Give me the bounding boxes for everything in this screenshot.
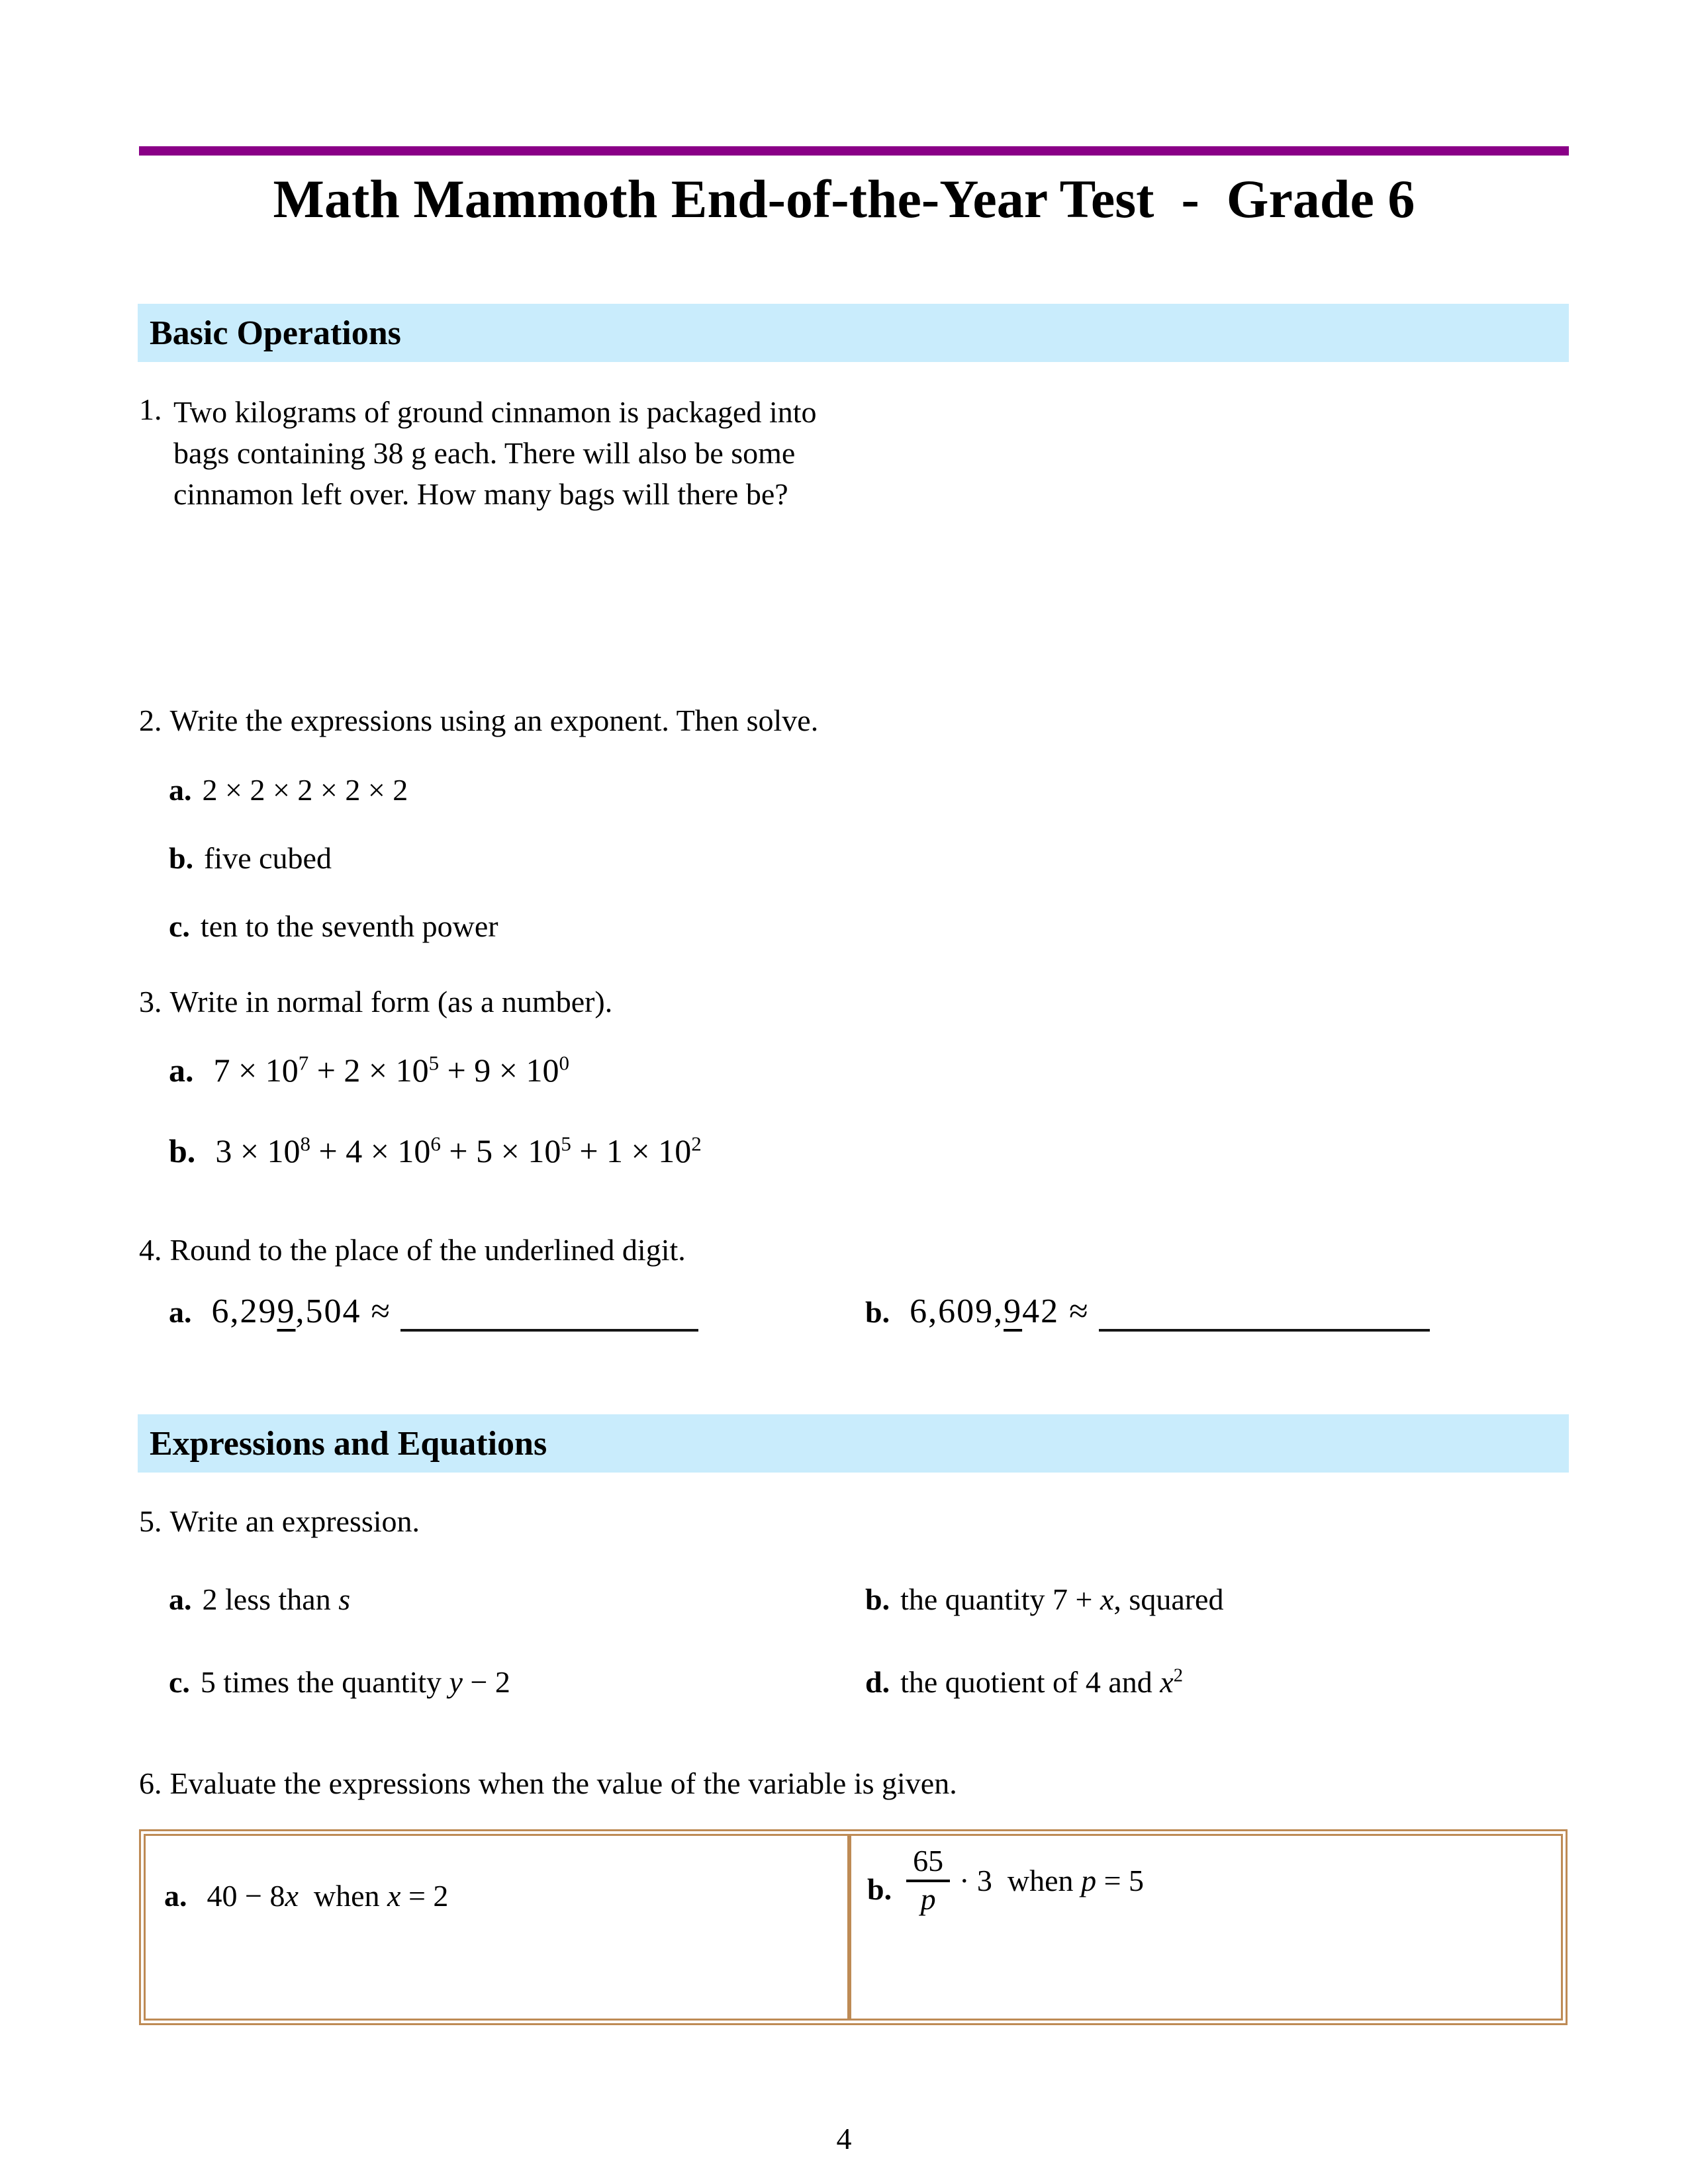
question-1-line-3: cinnamon left over. How many bags will there be?	[173, 477, 788, 511]
item-label: a.	[169, 1582, 192, 1616]
item-label: a.	[169, 1052, 194, 1089]
question-5d	[865, 1664, 1183, 1700]
question-5b-text: the quantity 7 + x, squared	[900, 1582, 1224, 1616]
section-label: Basic Operations	[150, 314, 401, 352]
fraction	[906, 1845, 950, 1916]
question-4a-number: 6,299,504 ≈	[211, 1293, 392, 1330]
question-5a	[169, 1582, 865, 1617]
question-5b	[865, 1582, 1223, 1617]
question-5c	[169, 1664, 865, 1700]
question-6a-box	[146, 1836, 851, 2019]
question-1-line-1: Two kilograms of ground cinnamon is packaged into	[173, 395, 817, 429]
question-number: 1.	[139, 392, 162, 426]
question-2b	[169, 841, 332, 876]
question-6b-box	[851, 1836, 1561, 2019]
item-label: b.	[865, 1295, 890, 1329]
question-2-prompt	[139, 703, 818, 738]
page-number: 4	[836, 2122, 852, 2156]
question-5d-text: the quotient of 4 and $x^2$	[900, 1665, 1183, 1699]
top-rule	[139, 146, 1569, 156]
question-2c-text: ten to the seventh power	[200, 909, 498, 943]
item-label: c.	[169, 909, 190, 943]
fraction-denominator: p	[920, 1882, 936, 1917]
question-3b-expression: $3 \times 10^8 + 4 \times 10^6 + 5 \times 10^5 + 1 \times 10^2$	[215, 1132, 702, 1169]
question-3-prompt	[139, 984, 612, 1019]
question-6a-expression: 40 − 8x when x = 2	[207, 1879, 449, 1913]
question-number: 2.	[139, 704, 162, 737]
question-5-text: Write an expression.	[169, 1504, 420, 1538]
question-3a	[169, 1051, 569, 1089]
question-4b-number: 6,609,942 ≈	[910, 1293, 1090, 1330]
question-6-answer-boxes	[139, 1829, 1568, 2025]
page-title: Math Mammoth End-of-the-Year Test - Grade 6	[273, 169, 1415, 229]
item-label: c.	[169, 1665, 190, 1699]
section-label: Expressions and Equations	[150, 1424, 547, 1463]
question-6b-expression: · 3 when p = 5	[959, 1863, 1145, 1897]
answer-blank	[1099, 1301, 1430, 1331]
question-5-row-2	[169, 1664, 1566, 1700]
question-1-line-2: bags containing 38 g each. There will also be some	[173, 436, 796, 470]
question-2a	[169, 772, 408, 807]
question-5-prompt	[139, 1504, 420, 1539]
question-5a-text: 2 less than s	[202, 1582, 351, 1616]
question-6-text: Evaluate the expressions when the value of the variable is given.	[169, 1766, 957, 1800]
item-label: b.	[867, 1872, 892, 1906]
fraction-numerator: 65	[906, 1845, 950, 1882]
item-label: a.	[169, 773, 192, 807]
question-number: 4.	[139, 1233, 162, 1267]
question-4-answers	[169, 1292, 1566, 1332]
question-4a	[169, 1292, 865, 1332]
question-1	[139, 392, 1132, 515]
item-label: b.	[169, 841, 194, 875]
question-2-text: Write the expressions using an exponent. Then solve.	[169, 704, 819, 737]
question-6-prompt	[139, 1766, 957, 1801]
question-2a-text: 2 × 2 × 2 × 2 × 2	[202, 773, 408, 807]
question-4-text: Round to the place of the underlined digit.	[169, 1233, 686, 1267]
section-header-basic-operations	[138, 304, 1569, 362]
question-3b	[169, 1132, 702, 1170]
question-number: 3.	[139, 985, 162, 1019]
question-3a-expression: $7 \times 10^7 + 2 \times 10^5 + 9 \times 10^0$	[213, 1051, 570, 1089]
item-label: b.	[169, 1132, 196, 1169]
item-label: b.	[865, 1582, 890, 1616]
item-label: a.	[169, 1295, 192, 1329]
item-label: d.	[865, 1665, 890, 1699]
question-number: 6.	[139, 1766, 162, 1800]
answer-blank	[400, 1301, 698, 1331]
question-5-row-1	[169, 1582, 1566, 1617]
question-3-text: Write in normal form (as a number).	[169, 985, 613, 1019]
question-4-prompt	[139, 1232, 686, 1267]
question-5c-text: 5 times the quantity y − 2	[200, 1665, 510, 1699]
question-4b	[865, 1292, 1430, 1332]
question-number: 5.	[139, 1504, 162, 1538]
section-header-expressions-and-equations	[138, 1414, 1569, 1473]
question-2b-text: five cubed	[204, 841, 332, 875]
question-2c	[169, 909, 498, 944]
item-label: a.	[164, 1879, 187, 1913]
